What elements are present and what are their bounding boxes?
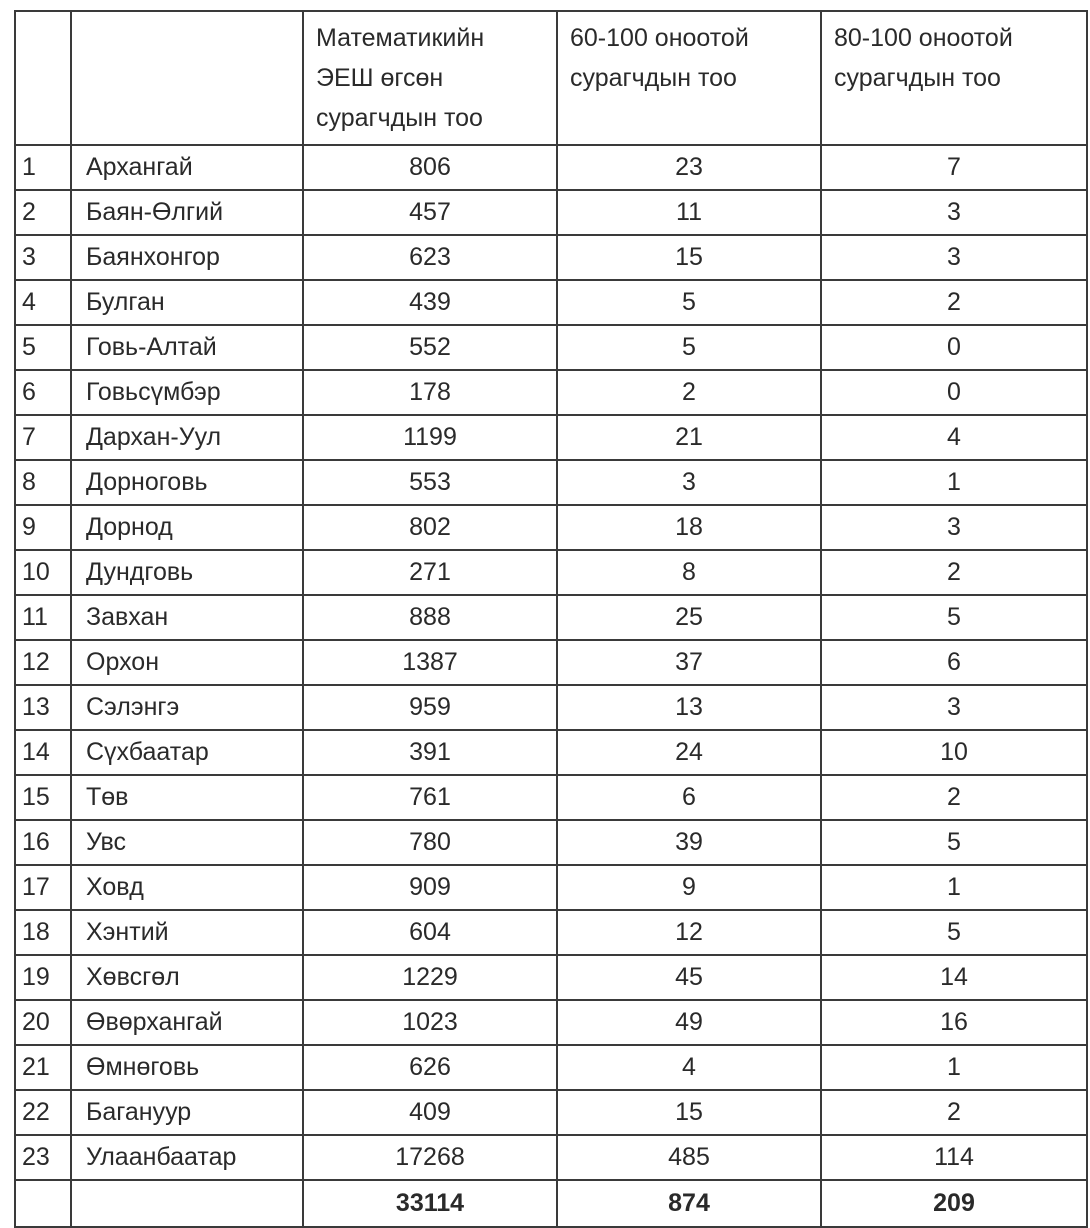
table-row <box>15 640 1087 685</box>
totals-cell-region <box>71 1180 303 1227</box>
exam-takers: 17268 <box>303 1135 557 1180</box>
exam-takers: 909 <box>303 865 557 910</box>
score-80-100: 3 <box>821 190 1087 235</box>
exam-takers: 1199 <box>303 415 557 460</box>
table-row <box>15 415 1087 460</box>
score-60-100: 2 <box>557 370 821 415</box>
exam-takers: 178 <box>303 370 557 415</box>
score-80-100: 2 <box>821 775 1087 820</box>
row-number: 20 <box>15 1000 71 1045</box>
region-name: Өмнөговь <box>71 1045 303 1090</box>
totals-row <box>15 1180 1087 1227</box>
region-name: Хэнтий <box>71 910 303 955</box>
row-number: 1 <box>15 145 71 190</box>
score-80-100: 114 <box>821 1135 1087 1180</box>
table-row <box>15 1090 1087 1135</box>
region-name: Сэлэнгэ <box>71 685 303 730</box>
data-table <box>14 10 1088 1228</box>
exam-takers: 552 <box>303 325 557 370</box>
score-80-100: 2 <box>821 1090 1087 1135</box>
header-cell-number <box>15 11 71 145</box>
region-name: Ховд <box>71 865 303 910</box>
region-name: Говь-Алтай <box>71 325 303 370</box>
score-80-100: 3 <box>821 505 1087 550</box>
row-number: 14 <box>15 730 71 775</box>
header-row <box>15 11 1087 145</box>
score-60-100: 39 <box>557 820 821 865</box>
row-number: 23 <box>15 1135 71 1180</box>
row-number: 13 <box>15 685 71 730</box>
table-row <box>15 775 1087 820</box>
exam-takers: 439 <box>303 280 557 325</box>
exam-takers: 802 <box>303 505 557 550</box>
row-number: 19 <box>15 955 71 1000</box>
table-row <box>15 190 1087 235</box>
score-60-100: 485 <box>557 1135 821 1180</box>
score-60-100: 6 <box>557 775 821 820</box>
score-60-100: 3 <box>557 460 821 505</box>
exam-takers: 604 <box>303 910 557 955</box>
table-row <box>15 730 1087 775</box>
exam-takers: 391 <box>303 730 557 775</box>
exam-takers: 761 <box>303 775 557 820</box>
score-80-100: 3 <box>821 235 1087 280</box>
region-name: Хөвсгөл <box>71 955 303 1000</box>
table-row <box>15 370 1087 415</box>
region-name: Дархан-Уул <box>71 415 303 460</box>
exam-takers: 409 <box>303 1090 557 1135</box>
score-80-100: 5 <box>821 595 1087 640</box>
table-body <box>15 145 1087 1180</box>
exam-takers: 457 <box>303 190 557 235</box>
score-80-100: 5 <box>821 820 1087 865</box>
score-80-100: 1 <box>821 865 1087 910</box>
score-80-100: 14 <box>821 955 1087 1000</box>
score-60-100: 15 <box>557 1090 821 1135</box>
score-80-100: 16 <box>821 1000 1087 1045</box>
header-cell-score-80-100: 80-100 оноотой сурагчдын тоо <box>821 11 1087 145</box>
total-exam-takers: 33114 <box>303 1180 557 1227</box>
table-row <box>15 235 1087 280</box>
score-80-100: 2 <box>821 550 1087 595</box>
score-60-100: 37 <box>557 640 821 685</box>
region-name: Булган <box>71 280 303 325</box>
exam-takers: 623 <box>303 235 557 280</box>
table-row <box>15 1045 1087 1090</box>
score-60-100: 9 <box>557 865 821 910</box>
totals-cell-number <box>15 1180 71 1227</box>
region-name: Говьсүмбэр <box>71 370 303 415</box>
row-number: 10 <box>15 550 71 595</box>
total-score-60-100: 874 <box>557 1180 821 1227</box>
score-60-100: 13 <box>557 685 821 730</box>
total-score-80-100: 209 <box>821 1180 1087 1227</box>
region-name: Өвөрхангай <box>71 1000 303 1045</box>
score-60-100: 24 <box>557 730 821 775</box>
score-80-100: 1 <box>821 1045 1087 1090</box>
row-number: 15 <box>15 775 71 820</box>
region-name: Багануур <box>71 1090 303 1135</box>
row-number: 12 <box>15 640 71 685</box>
exam-takers: 888 <box>303 595 557 640</box>
table-row <box>15 595 1087 640</box>
exam-takers: 959 <box>303 685 557 730</box>
table-row <box>15 955 1087 1000</box>
score-60-100: 5 <box>557 325 821 370</box>
table-row <box>15 865 1087 910</box>
score-60-100: 18 <box>557 505 821 550</box>
score-60-100: 21 <box>557 415 821 460</box>
region-name: Дорноговь <box>71 460 303 505</box>
region-name: Баянхонгор <box>71 235 303 280</box>
score-80-100: 1 <box>821 460 1087 505</box>
exam-takers: 1229 <box>303 955 557 1000</box>
score-80-100: 0 <box>821 325 1087 370</box>
row-number: 11 <box>15 595 71 640</box>
region-name: Дундговь <box>71 550 303 595</box>
row-number: 7 <box>15 415 71 460</box>
score-60-100: 25 <box>557 595 821 640</box>
region-name: Баян-Өлгий <box>71 190 303 235</box>
score-80-100: 5 <box>821 910 1087 955</box>
score-60-100: 23 <box>557 145 821 190</box>
header-cell-region <box>71 11 303 145</box>
exam-takers: 271 <box>303 550 557 595</box>
header-cell-score-60-100: 60-100 оноотой сурагчдын тоо <box>557 11 821 145</box>
row-number: 9 <box>15 505 71 550</box>
score-80-100: 0 <box>821 370 1087 415</box>
row-number: 22 <box>15 1090 71 1135</box>
region-name: Төв <box>71 775 303 820</box>
table-row <box>15 1000 1087 1045</box>
region-name: Орхон <box>71 640 303 685</box>
table-row <box>15 505 1087 550</box>
score-80-100: 6 <box>821 640 1087 685</box>
region-name: Сүхбаатар <box>71 730 303 775</box>
row-number: 5 <box>15 325 71 370</box>
row-number: 3 <box>15 235 71 280</box>
table-row <box>15 145 1087 190</box>
region-name: Улаанбаатар <box>71 1135 303 1180</box>
score-80-100: 3 <box>821 685 1087 730</box>
region-name: Дорнод <box>71 505 303 550</box>
score-60-100: 8 <box>557 550 821 595</box>
exam-takers: 780 <box>303 820 557 865</box>
score-80-100: 4 <box>821 415 1087 460</box>
table-row <box>15 460 1087 505</box>
table-row <box>15 910 1087 955</box>
score-80-100: 7 <box>821 145 1087 190</box>
row-number: 8 <box>15 460 71 505</box>
table-row <box>15 550 1087 595</box>
exam-takers: 806 <box>303 145 557 190</box>
table-row <box>15 1135 1087 1180</box>
row-number: 17 <box>15 865 71 910</box>
score-60-100: 15 <box>557 235 821 280</box>
exam-takers: 1387 <box>303 640 557 685</box>
table-row <box>15 820 1087 865</box>
exam-takers: 1023 <box>303 1000 557 1045</box>
row-number: 6 <box>15 370 71 415</box>
score-60-100: 12 <box>557 910 821 955</box>
row-number: 2 <box>15 190 71 235</box>
exam-takers: 626 <box>303 1045 557 1090</box>
region-name: Завхан <box>71 595 303 640</box>
score-60-100: 5 <box>557 280 821 325</box>
table-row <box>15 685 1087 730</box>
row-number: 16 <box>15 820 71 865</box>
score-80-100: 10 <box>821 730 1087 775</box>
score-60-100: 45 <box>557 955 821 1000</box>
score-60-100: 11 <box>557 190 821 235</box>
row-number: 18 <box>15 910 71 955</box>
score-60-100: 4 <box>557 1045 821 1090</box>
table-row <box>15 325 1087 370</box>
row-number: 21 <box>15 1045 71 1090</box>
table-row <box>15 280 1087 325</box>
header-cell-exam-takers: Математикийн ЭЕШ өгсөн сурагчдын тоо <box>303 11 557 145</box>
row-number: 4 <box>15 280 71 325</box>
exam-takers: 553 <box>303 460 557 505</box>
region-name: Увс <box>71 820 303 865</box>
region-name: Архангай <box>71 145 303 190</box>
score-60-100: 49 <box>557 1000 821 1045</box>
score-80-100: 2 <box>821 280 1087 325</box>
